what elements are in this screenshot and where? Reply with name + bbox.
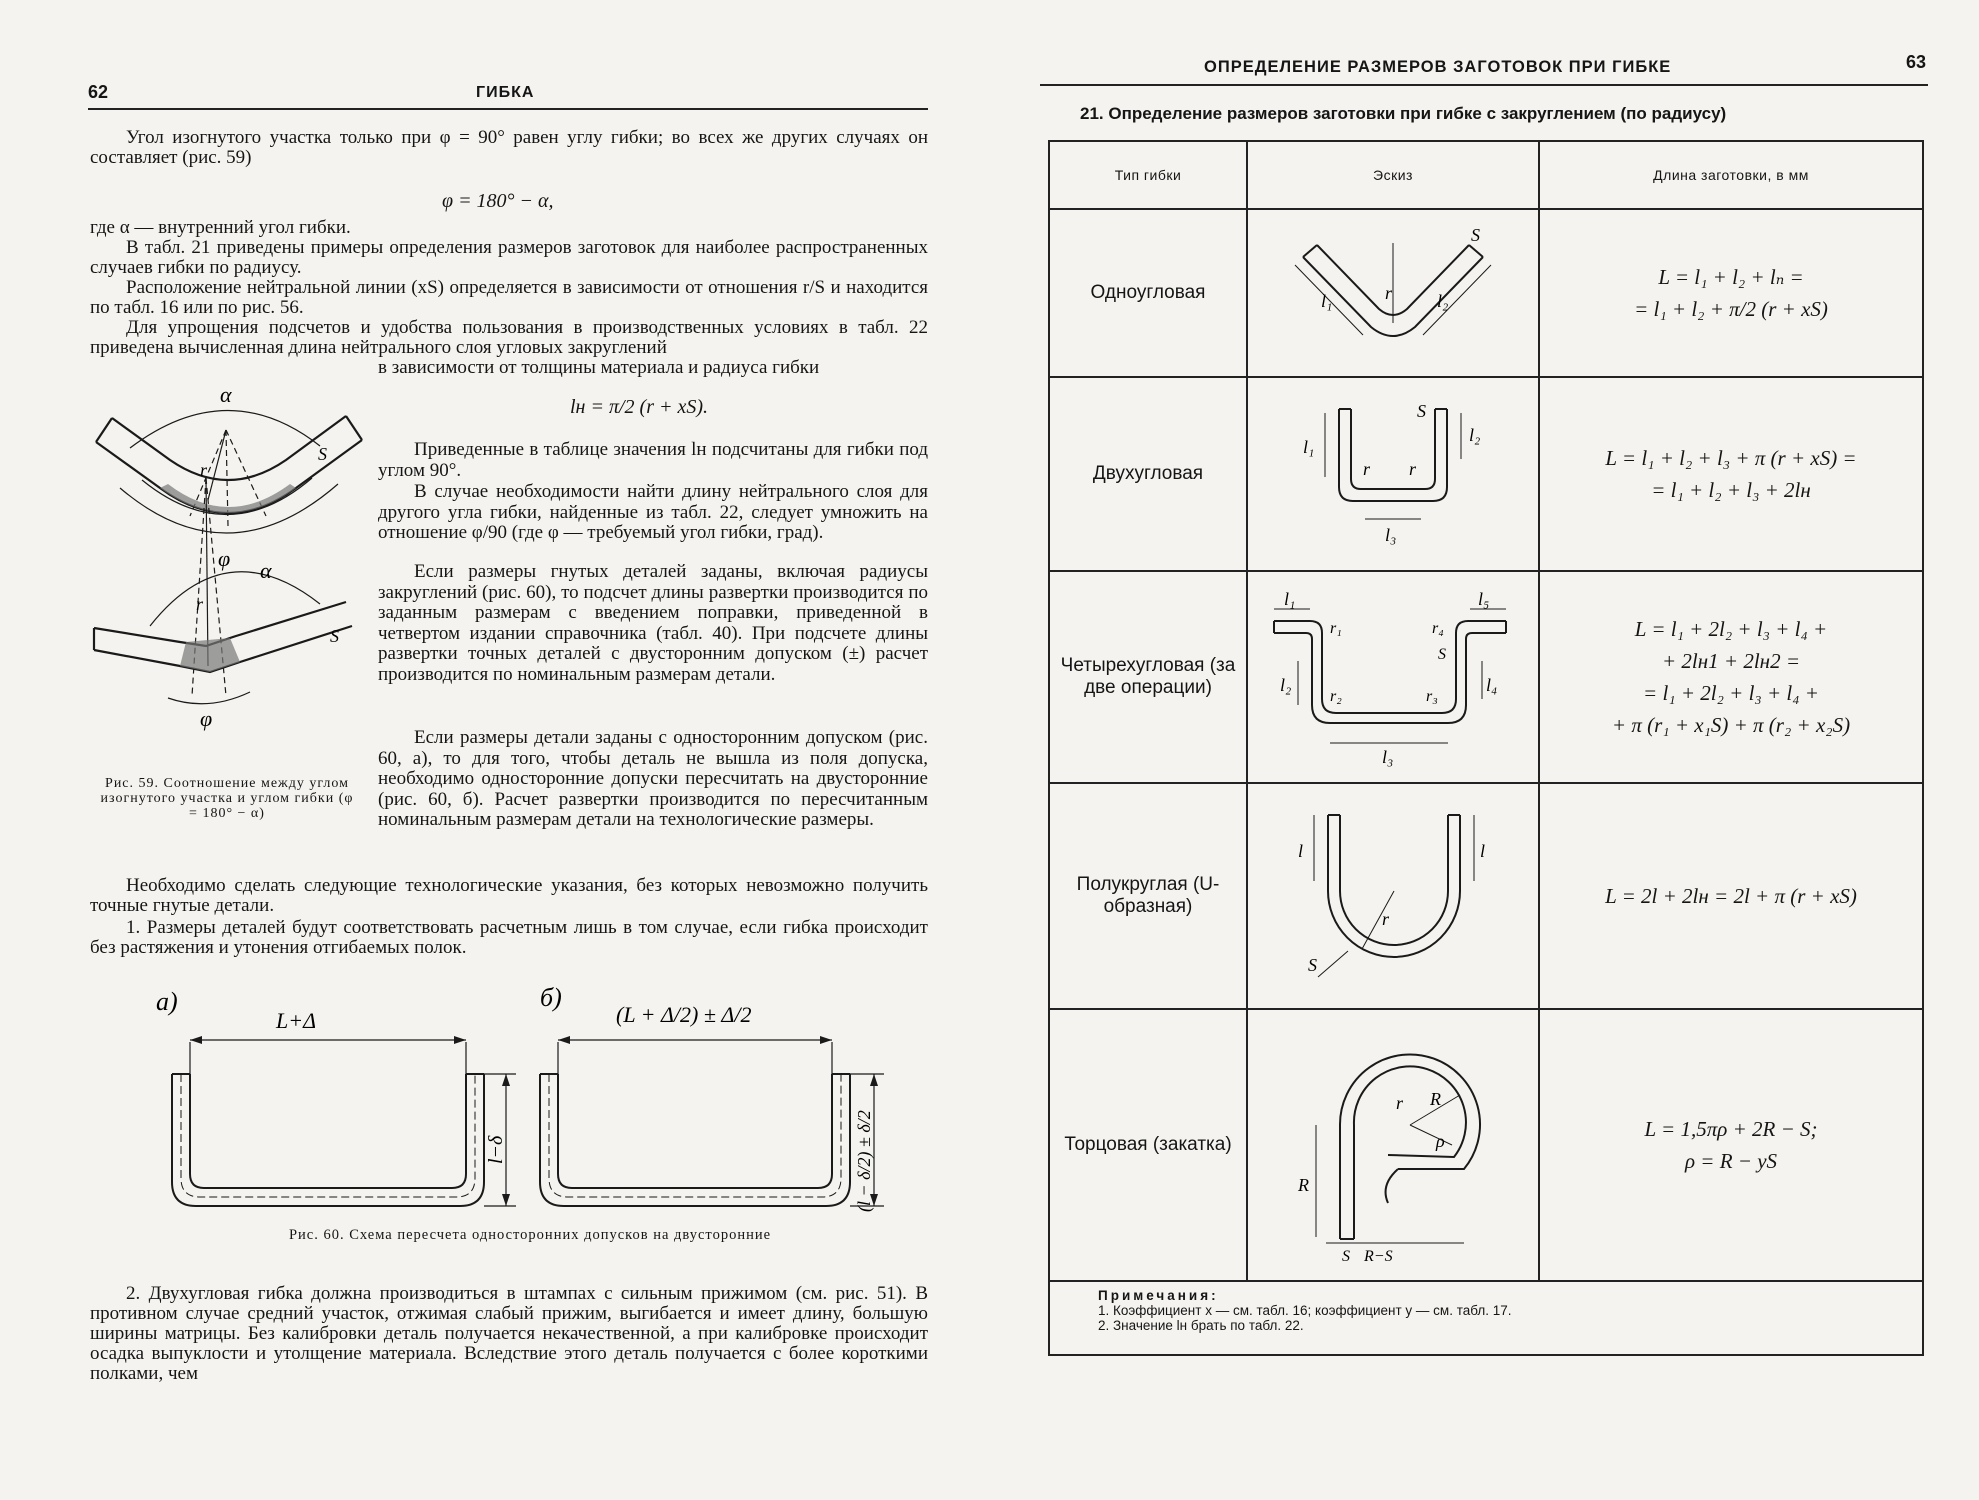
sketch-single-angle bbox=[1273, 223, 1513, 363]
paragraph-12: 2. Двухугловая гибка должна производиться в штампах с сильным прижимом (см. рис. 51). В противном случае средний участок, отжимая слабый прижим, выгибается и имеет длину, большую ширины матрицы. Без калибровки деталь получается некачественной, а при калибровке происходит осадка выпуклости и утолщение материала. Вследствие этого деталь получается с более короткими полками, чем bbox=[90, 1283, 928, 1384]
row2-s-label: S bbox=[1417, 401, 1426, 421]
sketch-curl bbox=[1268, 1025, 1518, 1265]
right-page bbox=[990, 0, 1979, 1500]
row3-r3-label: r₃ bbox=[1426, 688, 1438, 705]
row5-sketch bbox=[1248, 1010, 1538, 1280]
row3-type: Четырехугловая (за две операции) bbox=[1060, 655, 1236, 698]
row2-length-line1: L = l₁ + l₂ + l₃ + π (r + xS) = bbox=[1605, 446, 1857, 470]
row4-r-label: r bbox=[1382, 909, 1390, 929]
row3-l1-label: l₁ bbox=[1284, 589, 1296, 609]
sketch-u-shape bbox=[1278, 801, 1508, 991]
formula-ln: lн = π/2 (r + xS). bbox=[570, 396, 709, 418]
row5-type: Торцовая (закатка) bbox=[1064, 1134, 1232, 1155]
right-page-header bbox=[1040, 52, 1928, 86]
left-page-running-title: ГИБКА bbox=[476, 84, 535, 101]
notes-heading: Примечания: bbox=[1098, 1288, 1219, 1303]
row3-l2-label: l₂ bbox=[1280, 675, 1292, 695]
row5-big-r-side-label: R bbox=[1298, 1175, 1309, 1195]
fig60-label-a: а) bbox=[156, 987, 178, 1016]
paragraph-5-continued: в зависимости от толщины материала и радиуса гибки bbox=[378, 357, 820, 378]
row1-s-label: S bbox=[1471, 225, 1480, 245]
row3-r1-label: r₁ bbox=[1330, 620, 1342, 637]
row2-sketch bbox=[1248, 378, 1538, 570]
paragraph-4: Расположение нейтральной линии (xS) определяется в зависимости от отношения r/S и находится по табл. 16 или по рис. 56. bbox=[90, 277, 928, 318]
row4-s-label: S bbox=[1308, 955, 1317, 975]
paragraph-3: В табл. 21 приведены примеры определения размеров заготовок для наиболее распространенных случаев гибки по радиусу. bbox=[90, 237, 928, 278]
left-page-number: 62 bbox=[88, 82, 109, 102]
row2-length-line2: = l₁ + l₂ + l₃ + 2lн bbox=[1651, 478, 1811, 502]
figure-60-drawing bbox=[150, 978, 890, 1220]
column-header-length: Длина заготовки, в мм bbox=[1653, 167, 1809, 183]
row1-length bbox=[1540, 210, 1922, 376]
row4-type: Полукруглая (U-образная) bbox=[1076, 874, 1220, 917]
fig60-label-b: б) bbox=[540, 983, 562, 1012]
table-21-title: 21. Определение размеров заготовки при гибке с закруглением (по радиусу) bbox=[1080, 104, 1727, 123]
fig59-r-label-2: r bbox=[196, 594, 204, 614]
column-header-type: Тип гибки bbox=[1114, 167, 1182, 183]
row5-r-label: r bbox=[1396, 1093, 1404, 1113]
row1-l2-label: l₂ bbox=[1437, 291, 1449, 311]
table-21 bbox=[1048, 140, 1924, 1356]
row3-r4-label: r₄ bbox=[1432, 620, 1444, 637]
row5-length-line2: ρ = R − yS bbox=[1684, 1149, 1778, 1173]
right-page-running-title: ОПРЕДЕЛЕНИЕ РАЗМЕРОВ ЗАГОТОВОК ПРИ ГИБКЕ bbox=[1204, 58, 1672, 76]
row5-big-r-label: R bbox=[1430, 1089, 1441, 1109]
paragraph-2: где α — внутренний угол гибки. bbox=[90, 217, 351, 238]
row3-sketch bbox=[1248, 572, 1538, 782]
paragraph-8: Если размеры гнутых деталей заданы, включая радиусы закруглений (рис. 60), то подсчет длины развертки производится по заданным размерам с введением поправки, приведенной в четвертом издании справочника (табл. 40). При подсчете длины развертки точных деталей с двусторонним допуском (±) расчет производится по номинальным размерам детали. bbox=[378, 561, 928, 685]
note-2: 2. Значение lн брать по табл. 22. bbox=[1098, 1318, 1304, 1333]
paragraph-6: Приведенные в таблице значения lн подсчитаны для гибки под углом 90°. bbox=[378, 439, 928, 481]
left-page-header bbox=[88, 82, 928, 110]
row1-l1-label: l₁ bbox=[1321, 291, 1333, 311]
paragraph-9: Если размеры детали заданы с односторонним допуском (рис. 60, а), то для того, чтобы деталь не вышла из поля допуска, необходимо односторонние допуски пересчитать на двусторонние (рис. 60, б). Расчет развертки производится по пересчитанным номинальным размерам детали на технологические размеры. bbox=[378, 727, 928, 831]
paragraph-11: 1. Размеры деталей будут соответствовать расчетным лишь в том случае, если гибка происходит без растяжения и утонения отгибаемых полок. bbox=[90, 917, 928, 958]
row2-l1-label: l₁ bbox=[1303, 437, 1315, 457]
fig60-dim-b-side: (l − δ/2) ± δ/2 bbox=[854, 1110, 874, 1212]
row1-sketch bbox=[1248, 210, 1538, 376]
row2-l3-label: l₃ bbox=[1385, 525, 1397, 545]
row2-type: Двухугловая bbox=[1092, 463, 1204, 484]
row5-rho-label: ρ bbox=[1436, 1131, 1445, 1151]
row5-length-line1: L = 1,5πρ + 2R − S; bbox=[1644, 1117, 1818, 1141]
row5-rs-label: R−S bbox=[1364, 1248, 1393, 1265]
fig60-dim-a-top: L+Δ bbox=[276, 1008, 316, 1033]
figure-60-caption: Рис. 60. Схема пересчета односторонних допусков на двусторонние bbox=[288, 1227, 772, 1243]
right-page-number: 63 bbox=[1906, 52, 1927, 72]
paragraph-5: Для упрощения подсчетов и удобства пользования в производственных условиях в табл. 22 приведена вычисленная длина нейтрального слоя угловых закруглений bbox=[90, 317, 928, 358]
fig59-s-label-2: S bbox=[330, 626, 339, 646]
fig59-phi-label: φ bbox=[218, 546, 231, 571]
row2-r-label-left: r bbox=[1363, 459, 1371, 479]
formula-phi: φ = 180° − α, bbox=[442, 190, 554, 212]
row3-length-line1: L = l₁ + 2l₂ + l₃ + l₄ + bbox=[1634, 617, 1828, 641]
figure-59-caption: Рис. 59. Соотношение между углом изогнутого участка и углом гибки (φ = 180° − α) bbox=[100, 776, 354, 821]
column-header-sketch: Эскиз bbox=[1373, 167, 1413, 183]
row2-r-label-right: r bbox=[1409, 459, 1417, 479]
row2-l2-label: l₂ bbox=[1469, 425, 1481, 445]
row5-length bbox=[1540, 1010, 1922, 1280]
row1-r-label: r bbox=[1385, 283, 1393, 303]
row3-s-label: S bbox=[1438, 646, 1446, 663]
row1-length-line2: = l₁ + l₂ + π/2 (r + xS) bbox=[1634, 297, 1828, 321]
paragraph-7: В случае необходимости найти длину нейтрального слоя для другого угла гибки, найденные из табл. 22, следует умножить на отношение φ/90 (где φ — требуемый угол гибки, град). bbox=[378, 481, 928, 544]
row3-l3-label: l₃ bbox=[1382, 747, 1394, 767]
figure-59 bbox=[90, 380, 370, 770]
fig59-phi-label-2: φ bbox=[200, 706, 213, 731]
row3-length-line3: = l₁ + 2l₂ + l₃ + l₄ + bbox=[1643, 681, 1819, 705]
row3-r2-label: r₂ bbox=[1330, 688, 1342, 705]
row5-s-label: S bbox=[1342, 1248, 1350, 1265]
fig60-dim-a-side: l−δ bbox=[485, 1135, 507, 1164]
table-notes bbox=[1098, 1288, 1512, 1333]
row3-length bbox=[1540, 572, 1922, 782]
sketch-double-angle bbox=[1283, 399, 1503, 549]
row1-type: Одноугловая bbox=[1090, 282, 1206, 303]
fig59-r-label: r bbox=[200, 460, 208, 480]
row4-length: L = 2l + 2lн = 2l + π (r + xS) bbox=[1605, 884, 1857, 908]
fig59-s-label: S bbox=[318, 444, 327, 464]
paragraph-1: Угол изогнутого участка только при φ = 90° равен углу гибки; во всех же других случаях он составляет (рис. 59) bbox=[90, 127, 928, 168]
figure-59-drawing bbox=[90, 380, 370, 770]
row3-l5-label: l₅ bbox=[1478, 589, 1490, 609]
row2-length bbox=[1540, 378, 1922, 570]
row3-length-line4: + π (r₁ + x₁S) + π (r₂ + x₂S) bbox=[1611, 713, 1851, 737]
figure-60 bbox=[150, 978, 890, 1220]
sketch-four-angle bbox=[1258, 587, 1528, 767]
note-1: 1. Коэффициент x — см. табл. 16; коэффициент y — см. табл. 17. bbox=[1098, 1303, 1512, 1318]
row4-l-label-right: l bbox=[1480, 841, 1486, 861]
paragraph-10: Необходимо сделать следующие технологические указания, без которых невозможно получить точные гнутые детали. bbox=[90, 875, 928, 916]
row3-l4-label: l₄ bbox=[1486, 675, 1498, 695]
row4-l-label-left: l bbox=[1298, 841, 1304, 861]
row3-length-line2: + 2lн1 + 2lн2 = bbox=[1661, 649, 1801, 673]
row1-length-line1: L = l₁ + l₂ + lₙ = bbox=[1658, 265, 1804, 289]
fig60-dim-b-top: (L + Δ/2) ± Δ/2 bbox=[616, 1002, 752, 1027]
fig59-alpha-label: α bbox=[220, 382, 232, 407]
row4-sketch bbox=[1248, 784, 1538, 1008]
fig59-alpha-label-2: α bbox=[260, 558, 272, 583]
